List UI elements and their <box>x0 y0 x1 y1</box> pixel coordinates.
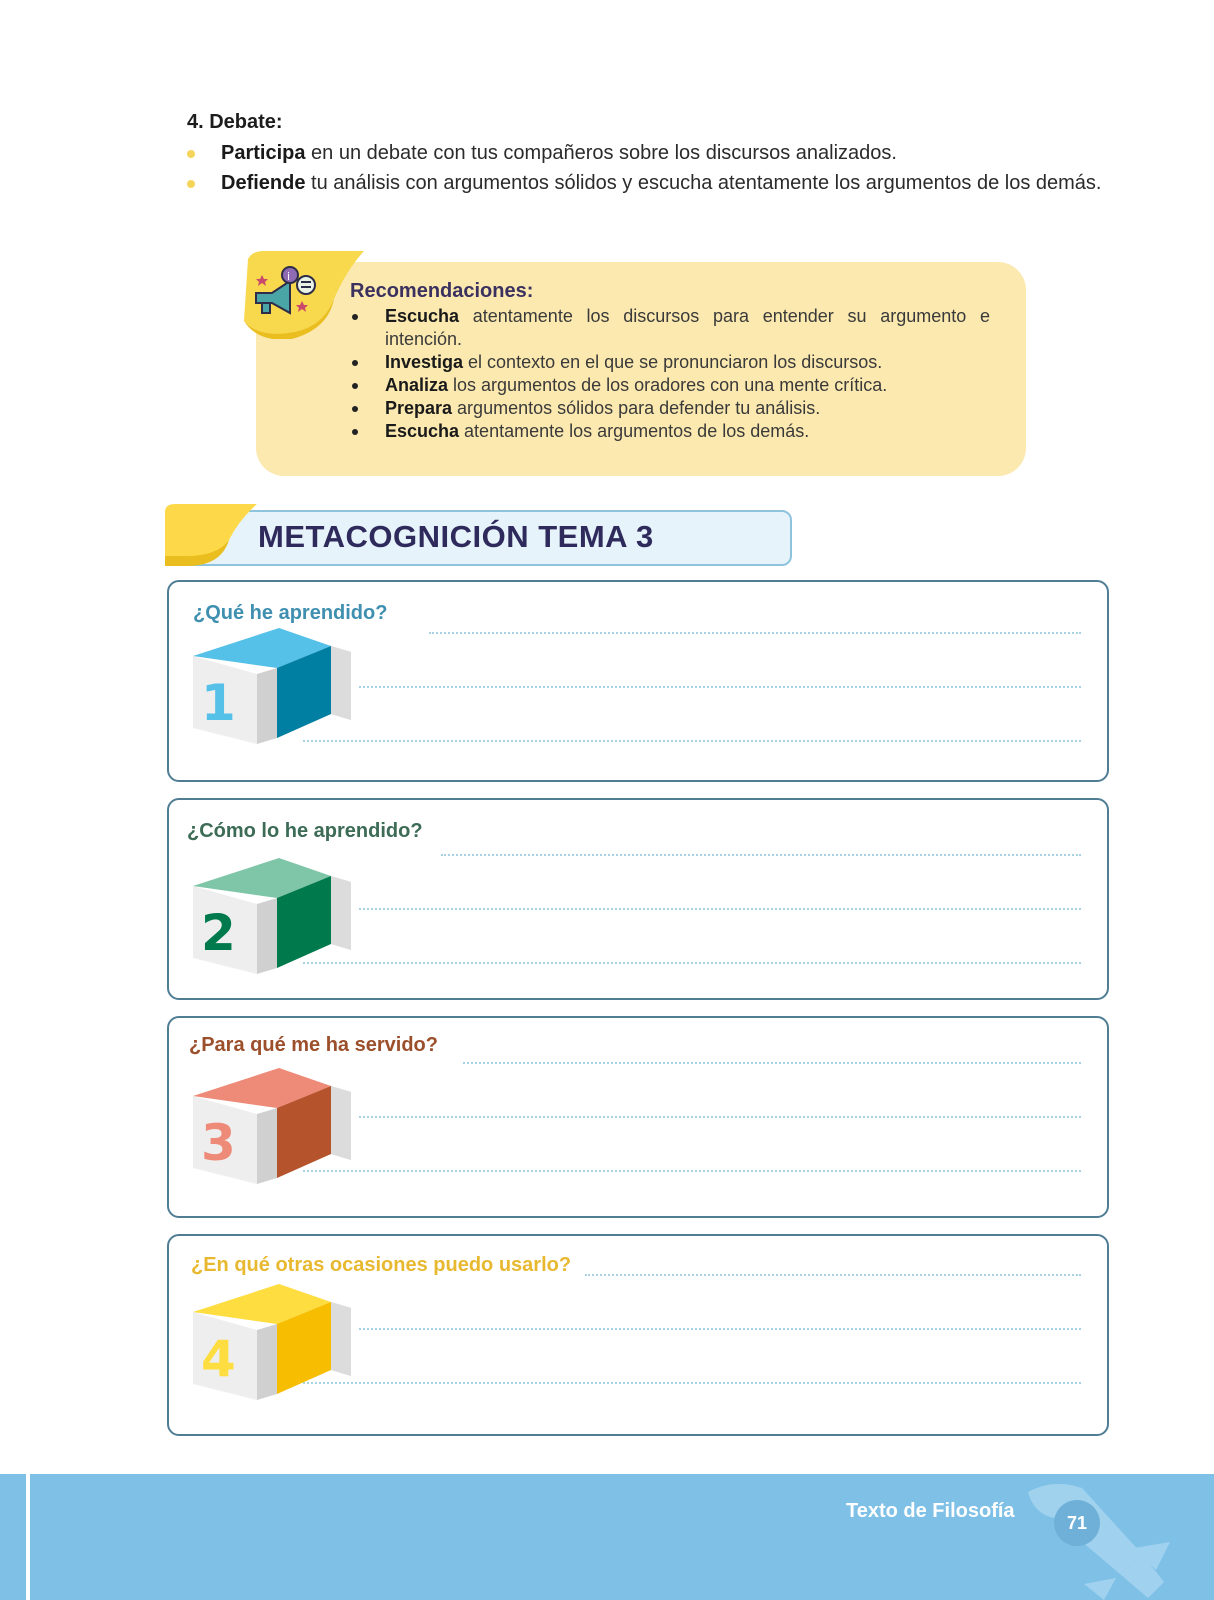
number-cube-icon <box>191 1068 357 1186</box>
metacognition-card <box>167 798 1109 1000</box>
bullet-icon <box>352 360 358 366</box>
cube-number: 1 <box>201 674 236 732</box>
answer-line[interactable] <box>303 1382 1081 1384</box>
recommendation-keyword: Investiga <box>385 352 464 372</box>
debate-item-text: tu análisis con argumentos sólidos y escucha atentamente los argumentos de los demás. <box>305 172 1102 194</box>
bullet-icon <box>352 406 358 412</box>
metacognition-card <box>167 580 1109 782</box>
number-cube-icon <box>191 1284 357 1402</box>
answer-line[interactable] <box>441 854 1081 856</box>
recommendation-keyword: Prepara <box>385 398 453 418</box>
recommendation-text: el contexto en el que se pronunciaron los discursos. <box>463 352 883 372</box>
recommendation-text: los argumentos de los oradores con una mente crítica. <box>448 375 888 395</box>
section-tab-decoration <box>165 504 265 566</box>
bullet-icon <box>187 150 195 158</box>
recommendation-text: argumentos sólidos para defender tu análisis. <box>452 398 821 418</box>
metacognition-card <box>167 1016 1109 1218</box>
page-number: 71 <box>1054 1500 1100 1546</box>
cube-number: 4 <box>201 1330 236 1388</box>
section-title: METACOGNICIÓN TEMA 3 <box>258 519 654 554</box>
recommendation-item <box>350 374 990 397</box>
answer-line[interactable] <box>303 740 1081 742</box>
answer-line[interactable] <box>359 1328 1081 1330</box>
bullet-icon <box>352 314 358 320</box>
recommendation-text: atentamente los discursos para entender su argumento e intención. <box>385 306 990 349</box>
card-question: ¿Cómo lo he aprendido? <box>187 820 423 842</box>
recommendation-item <box>350 397 990 420</box>
recommendation-keyword: Analiza <box>385 375 449 395</box>
debate-item-keyword: Participa <box>221 142 306 164</box>
debate-item <box>187 141 1105 165</box>
svg-text:i: i <box>287 270 291 283</box>
answer-line[interactable] <box>429 632 1081 634</box>
cube-number: 2 <box>201 904 236 962</box>
answer-line[interactable] <box>303 962 1081 964</box>
bullet-icon <box>352 383 358 389</box>
debate-item-text: en un debate con tus compañeros sobre los discursos analizados. <box>305 142 897 164</box>
answer-line[interactable] <box>359 686 1081 688</box>
recommendations-list <box>350 305 990 443</box>
number-cube-icon <box>191 628 357 746</box>
metacognition-card <box>167 1234 1109 1436</box>
answer-line[interactable] <box>359 1116 1081 1118</box>
answer-line[interactable] <box>585 1274 1081 1276</box>
card-question: ¿En qué otras ocasiones puedo usarlo? <box>191 1254 572 1276</box>
answer-line[interactable] <box>359 908 1081 910</box>
recommendation-item <box>350 420 990 443</box>
debate-item-keyword: Defiende <box>221 172 306 194</box>
footer-stripe <box>26 1474 30 1600</box>
answer-line[interactable] <box>463 1062 1081 1064</box>
bullet-icon <box>187 180 195 188</box>
recommendation-item <box>350 305 990 351</box>
card-question: ¿Qué he aprendido? <box>193 602 388 624</box>
cube-number: 3 <box>201 1114 236 1172</box>
debate-heading: 4. Debate: <box>187 111 283 133</box>
number-cube-icon <box>191 858 357 976</box>
recommendation-keyword: Escucha <box>385 421 460 441</box>
debate-item <box>187 171 1105 195</box>
recommendations-title: Recomendaciones: <box>350 280 534 302</box>
answer-line[interactable] <box>303 1170 1081 1172</box>
recommendation-text: atentamente los argumentos de los demás. <box>459 421 810 441</box>
card-question: ¿Para qué me ha servido? <box>189 1034 438 1056</box>
recommendation-keyword: Escucha <box>385 306 460 326</box>
rocket-icon <box>1024 1478 1174 1600</box>
recommendation-item <box>350 351 990 374</box>
book-title: Texto de Filosofía <box>846 1500 1015 1522</box>
bullet-icon <box>352 429 358 435</box>
